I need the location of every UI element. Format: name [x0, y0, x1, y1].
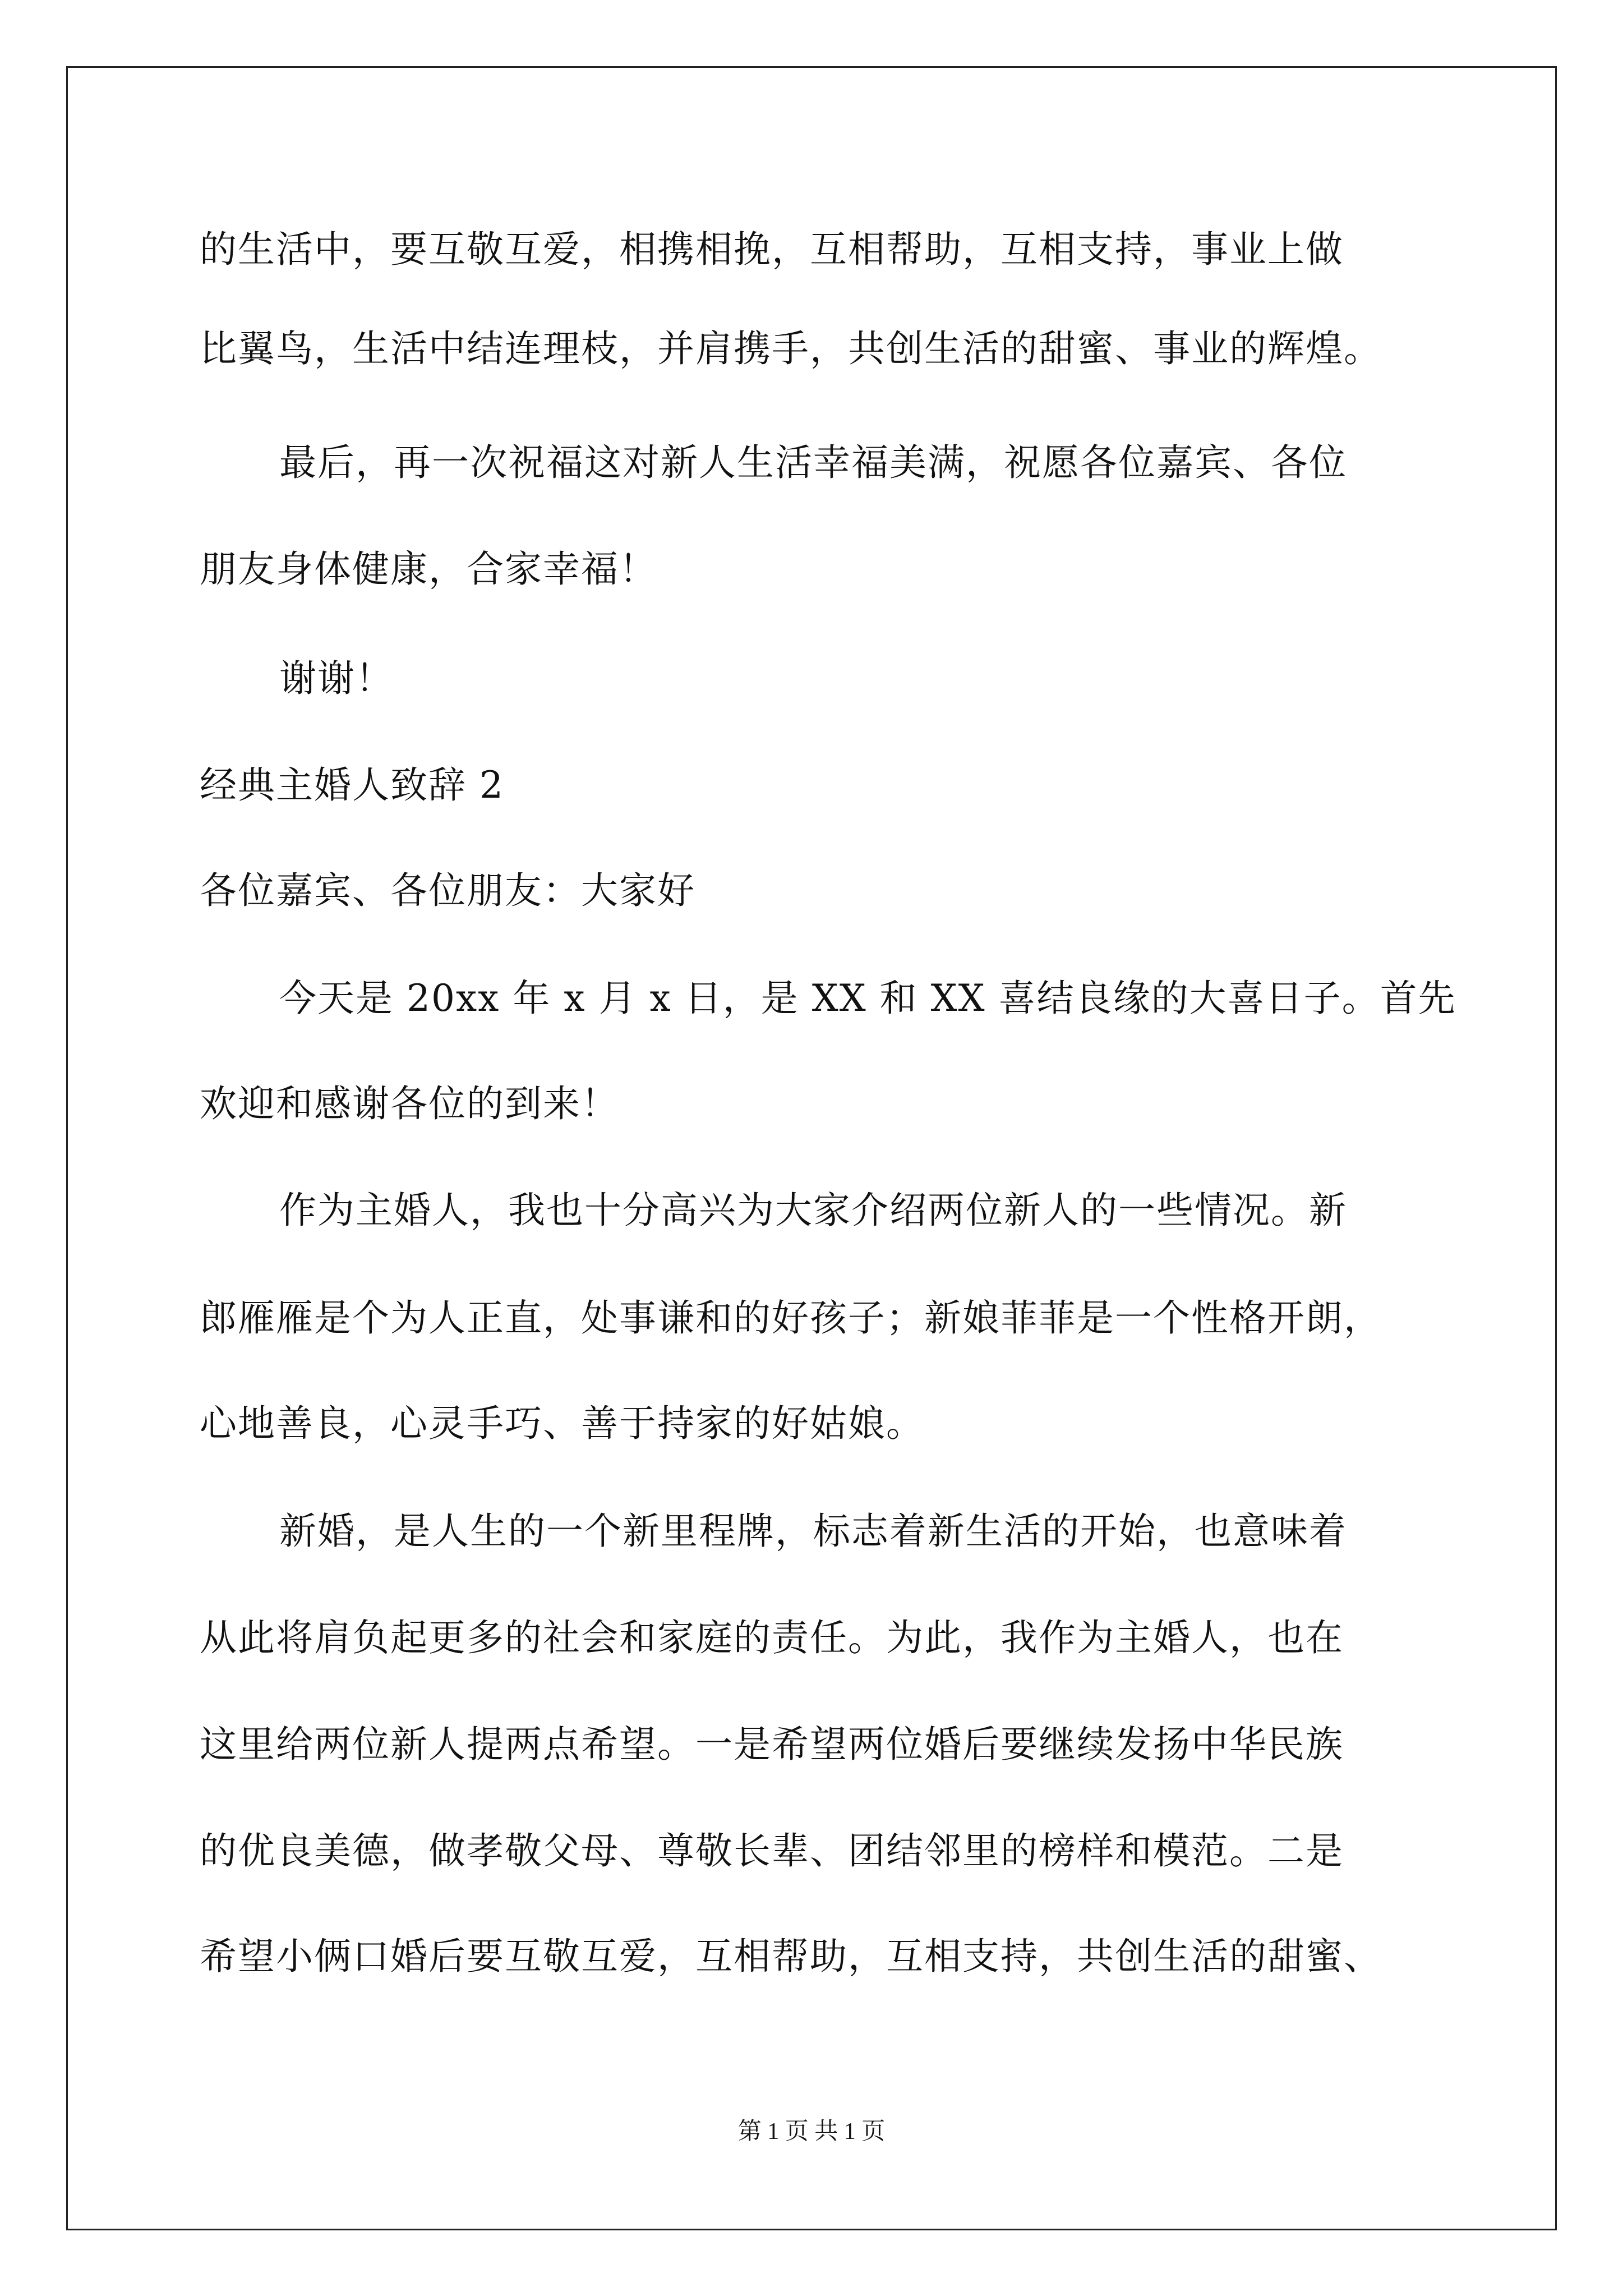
text-line: 比翼鸟，生活中结连理枝，并肩携手，共创生活的甜蜜、事业的辉煌。 — [200, 327, 1382, 370]
salutation: 各位嘉宾、各位朋友：大家好 — [200, 869, 695, 912]
text-line: 今天是 20xx 年 x 月 x 日，是 XX 和 XX 喜结良缘的大喜日子。首先 — [279, 977, 1456, 1020]
text-line: 作为主婚人，我也十分高兴为大家介绍两位新人的一些情况。新 — [279, 1189, 1347, 1232]
text-line: 谢谢！ — [279, 657, 394, 700]
text-line: 的生活中，要互敬互爱，相携相挽，互相帮助，互相支持，事业上做 — [200, 228, 1344, 271]
text-line: 朋友身体健康，合家幸福！ — [200, 547, 657, 591]
text-line: 最后，再一次祝福这对新人生活幸福美满，祝愿各位嘉宾、各位 — [279, 441, 1347, 484]
text-line: 新婚，是人生的一个新里程牌，标志着新生活的开始，也意味着 — [279, 1510, 1347, 1553]
text-line: 心地善良，心灵手巧、善于持家的好姑娘。 — [200, 1402, 924, 1445]
text-line: 欢迎和感谢各位的到来！ — [200, 1082, 619, 1125]
text-line: 这里给两位新人提两点希望。一是希望两位婚后要继续发扬中华民族 — [200, 1723, 1344, 1766]
page-footer: 第 1 页 共 1 页 — [737, 2119, 886, 2145]
text-line: 从此将肩负起更多的社会和家庭的责任。为此，我作为主婚人，也在 — [200, 1616, 1344, 1659]
section-heading: 经典主婚人致辞 2 — [200, 763, 504, 807]
text-line: 希望小俩口婚后要互敬互爱，互相帮助，互相支持，共创生活的甜蜜、 — [200, 1935, 1382, 1978]
text-line: 的优良美德，做孝敬父母、尊敬长辈、团结邻里的榜样和模范。二是 — [200, 1829, 1344, 1872]
text-line: 郎雁雁是个为人正直，处事谦和的好孩子；新娘菲菲是一个性格开朗， — [200, 1296, 1382, 1340]
page-border — [66, 66, 1557, 2230]
